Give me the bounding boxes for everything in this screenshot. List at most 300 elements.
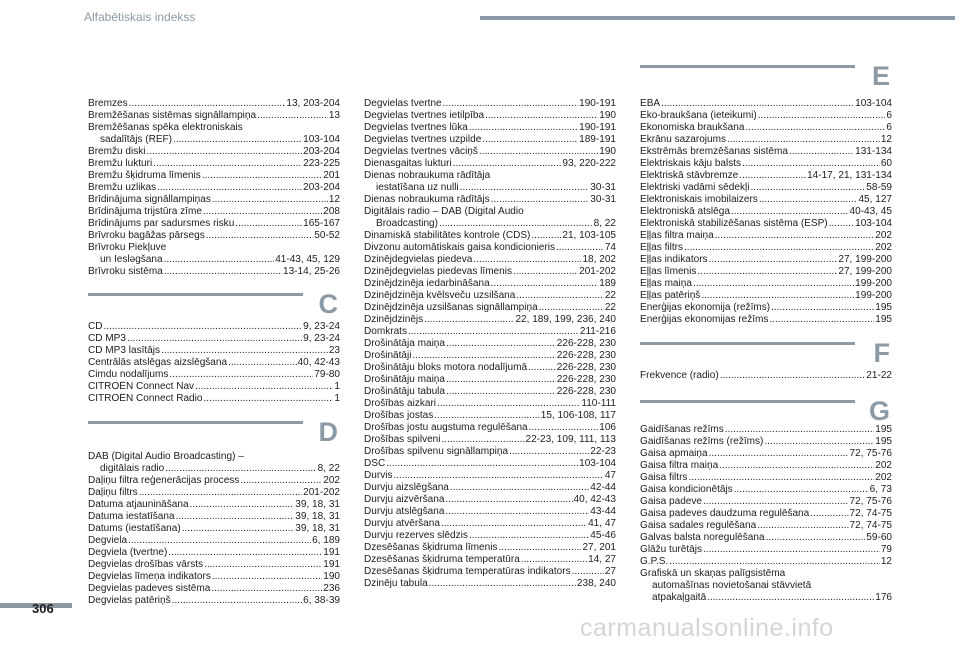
index-entry (364, 230, 616, 242)
dot-leader (469, 122, 578, 134)
entry-term: Elektroniskā stabilizēšanas sistēma (ESP) (640, 218, 828, 229)
dot-leader (482, 134, 578, 146)
index-entry (640, 436, 892, 448)
index-entry (364, 434, 616, 446)
entry-term: Eļļas patēriņš (640, 290, 701, 301)
entry-page-ref: 8, 22 (317, 463, 340, 474)
dot-leader (485, 110, 598, 122)
dot-leader (204, 559, 322, 571)
entry-term: Ekstrēmās bremzēšanas sistēma (640, 146, 788, 157)
entry-term: Drošinātāju bloks motora nodalījumā (364, 362, 528, 373)
index-entry (364, 206, 616, 230)
dot-leader (669, 556, 880, 568)
entry-page-ref: 13-14, 25-26 (283, 266, 340, 277)
entry-term: digitālais radio (100, 463, 165, 474)
dot-leader (703, 496, 849, 508)
entry-page-ref: 40-43, 45 (849, 206, 892, 217)
dot-leader (190, 499, 295, 511)
entry-page-ref: 79-80 (314, 369, 340, 380)
index-entry (88, 499, 340, 511)
index-entry (364, 446, 616, 458)
section-d-bar (88, 421, 303, 424)
entry-term: CD (88, 321, 103, 332)
dot-leader (412, 350, 555, 362)
index-entry (640, 254, 892, 266)
entry-term: Eļļas filtra maiņa (640, 230, 714, 241)
entry-term: Degvielas drošības vārsts (88, 559, 204, 570)
entry-term: CD MP3 (88, 333, 126, 344)
entry-term: Galvas balsta noregulēšana (640, 532, 765, 543)
dot-leader (228, 357, 296, 369)
index-entry (364, 410, 616, 422)
entry-term: Elektriski vadāmi sēdekļi (640, 182, 750, 193)
entry-page-ref: 27, 199-200 (838, 266, 892, 277)
entry-page-ref: 74 (604, 242, 616, 253)
index-entry (88, 487, 340, 499)
entry-term: Dienas nobraukuma rādītājs (364, 194, 490, 205)
dot-leader (393, 470, 603, 482)
entry-page-ref: 238, 240 (576, 578, 616, 589)
entry-page-ref: 203-204 (303, 146, 340, 157)
entry-page-ref: 176 (875, 592, 892, 603)
entry-page-ref: 27, 201 (582, 542, 616, 553)
index-entry (640, 146, 892, 158)
entry-term: Dzinējdzinējs (364, 314, 424, 325)
index-entry (88, 122, 340, 146)
entry-page-ref: 40, 42-43 (573, 494, 616, 505)
entry-term: Degvielas padeves sistēma (88, 583, 211, 594)
entry-term: Dienasgaitas lukturi (364, 158, 452, 169)
entry-term: Drošības spilvenu signāllampiņa (364, 446, 509, 457)
entry-page-ref: 21-22 (866, 370, 892, 381)
index-entry (88, 321, 340, 333)
dot-leader (684, 242, 874, 254)
entry-term: Dzesēšanas šķidruma līmenis (364, 542, 498, 553)
index-entry (88, 523, 340, 535)
dot-leader (727, 134, 880, 146)
entry-page-ref: 23 (328, 345, 340, 356)
index-entry (364, 170, 616, 194)
section-d-letter: D (318, 417, 338, 447)
entry-page-ref: 195 (875, 302, 892, 313)
index-entry (364, 422, 616, 434)
entry-term: Gaidīšanas režīms (640, 424, 724, 435)
entry-term: Brīvroku sistēma (88, 266, 163, 277)
section-e-header (640, 61, 892, 99)
index-column-3-g (640, 424, 892, 604)
entry-page-ref: 103-104 (855, 218, 892, 229)
index-entry (640, 206, 892, 218)
entry-page-ref: 201 (323, 170, 340, 181)
entry-page-ref: 199-200 (855, 278, 892, 289)
entry-term: Elektroniskais imobilaizers (640, 194, 758, 205)
index-entry (640, 556, 892, 568)
entry-term: Durvju aizslēgšana (364, 482, 449, 493)
entry-term: Durvis (364, 470, 393, 481)
entry-term: Gaisa padeves daudzuma regulēšana (640, 508, 810, 519)
entry-term: un Iesləgšana (100, 254, 163, 265)
entry-term: Dzesēšanas šķidruma temperatūras indikators (364, 566, 571, 577)
entry-term: Digitālais radio – DAB (Digital Audio (364, 206, 524, 217)
dot-leader (556, 242, 604, 254)
index-entry (364, 278, 616, 290)
dot-leader (661, 98, 854, 110)
dot-leader (157, 182, 302, 194)
entry-page-ref: 6, 73 (869, 484, 892, 495)
dot-leader (715, 230, 875, 242)
entry-page-ref: 40, 42-43 (297, 357, 340, 368)
dot-leader (212, 571, 322, 583)
entry-term: Ekonomiska braukšana (640, 122, 745, 133)
entry-term: Ekrānu sazarojums (640, 134, 726, 145)
dot-leader (437, 398, 580, 410)
entry-page-ref: 42-44 (590, 482, 616, 493)
entry-page-ref: 189-191 (579, 134, 616, 145)
dot-leader (707, 592, 874, 604)
index-entry (640, 218, 892, 230)
index-entry (364, 530, 616, 542)
index-entry (640, 98, 892, 110)
entry-page-ref: 8, 22 (593, 218, 616, 229)
entry-page-ref: 39, 18, 31 (295, 511, 340, 522)
entry-term: Brīvroku Piekļuve (88, 242, 167, 253)
watermark-text: carmanualsonline.info (580, 614, 834, 642)
index-entry (364, 482, 616, 494)
entry-term: Bremžu lukturi (88, 158, 153, 169)
index-entry (640, 532, 892, 544)
dot-leader (531, 230, 561, 242)
dot-leader (139, 487, 302, 499)
entry-page-ref: 39, 18, 31 (295, 499, 340, 510)
entry-term: Datuma atjaunināšana (88, 499, 189, 510)
dot-leader (529, 422, 599, 434)
entry-page-ref: 202 (875, 472, 892, 483)
dot-leader (719, 460, 874, 472)
entry-page-ref: 43-44 (590, 506, 616, 517)
dot-leader (164, 254, 275, 266)
entry-page-ref: 9, 23-24 (303, 333, 340, 344)
section-c-bar (88, 293, 303, 296)
index-column-3-f (640, 370, 892, 382)
dot-leader (165, 463, 316, 475)
dot-leader (434, 410, 540, 422)
dot-leader (443, 98, 579, 110)
entry-term: Degvielas patēriņš (88, 595, 171, 606)
dot-leader (147, 146, 303, 158)
entry-page-ref: 190 (323, 571, 340, 582)
index-entry (88, 369, 340, 381)
entry-term: Elektriskais kāju balsts (640, 158, 742, 169)
entry-term: Datuma iestatīšana (88, 511, 175, 522)
index-entry (640, 544, 892, 556)
entry-page-ref: 202 (875, 230, 892, 241)
index-entry (640, 122, 892, 134)
dot-leader (810, 508, 848, 520)
entry-term: Eko-braukšana (ieteikumi) (640, 110, 757, 121)
dot-leader (235, 218, 302, 230)
entry-term: Degviela (88, 535, 128, 546)
entry-page-ref: 60 (880, 158, 892, 169)
entry-page-ref: 45-46 (590, 530, 616, 541)
index-entry (88, 266, 340, 278)
entry-term: Daļiņu filtrs (88, 487, 138, 498)
entry-page-ref: 72, 74-75 (849, 508, 892, 519)
index-entry (364, 146, 616, 158)
entry-term: Domkrats (364, 326, 407, 337)
dot-leader (479, 146, 598, 158)
index-entry (640, 424, 892, 436)
entry-term: Gaisa sadales regulēšana (640, 520, 757, 531)
entry-page-ref: 226-228, 230 (556, 338, 616, 349)
index-entry (364, 194, 616, 206)
section-f-letter: F (873, 338, 890, 368)
index-entry (364, 254, 616, 266)
entry-term: Bremžu diski (88, 146, 146, 157)
dot-leader (195, 381, 333, 393)
entry-term: Eļļas maiņa (640, 278, 692, 289)
dot-leader (211, 583, 322, 595)
index-column-1-d (88, 451, 340, 607)
entry-term: Gaisa padeve (640, 496, 702, 507)
entry-page-ref: 6, 38-39 (303, 595, 340, 606)
dot-leader (766, 532, 866, 544)
entry-term: Enerģijas ekonomijas režīms (640, 314, 769, 325)
index-entry (88, 333, 340, 345)
entry-page-ref: 211-216 (579, 326, 616, 337)
index-entry (88, 158, 340, 170)
entry-page-ref: 6, 189 (312, 535, 340, 546)
entry-page-ref: 110-111 (581, 398, 616, 409)
entry-term: Divzonu automātiskais gaisa kondicionieris (364, 242, 555, 253)
entry-term: Brīdinājuma signāllampiņas (88, 194, 211, 205)
entry-term: Drošinātāji (364, 350, 412, 361)
index-entry (640, 370, 892, 382)
dot-leader (769, 314, 874, 326)
entry-term: Bremžu šķidruma līmenis (88, 170, 201, 181)
dot-leader (169, 369, 313, 381)
index-entry (88, 595, 340, 607)
index-entry (364, 350, 616, 362)
section-d-header (88, 417, 340, 455)
entry-term: Broadcasting) (376, 218, 438, 229)
index-entry (88, 559, 340, 571)
index-entry (640, 314, 892, 326)
entry-page-ref: 41-43, 45, 129 (275, 254, 340, 265)
dot-leader (498, 542, 581, 554)
index-entry (88, 357, 340, 369)
entry-page-ref: 14, 27 (588, 554, 616, 565)
entry-page-ref: 1 (334, 381, 340, 392)
entry-term: Dzinējdzinēja iedarbināšana (364, 278, 490, 289)
index-entry (364, 242, 616, 254)
dot-leader (789, 146, 854, 158)
entry-term: Brīdinājums par sadursmes risku (88, 218, 235, 229)
index-entry (88, 583, 340, 595)
index-entry (640, 158, 892, 170)
dot-leader (539, 302, 604, 314)
entry-page-ref: 12 (328, 194, 340, 205)
dot-leader (439, 218, 593, 230)
index-entry (364, 578, 616, 590)
index-entry (364, 542, 616, 554)
entry-page-ref: 6 (886, 110, 892, 121)
dot-leader (168, 547, 322, 559)
index-entry (640, 472, 892, 484)
entry-term: DSC (364, 458, 386, 469)
index-entry (364, 110, 616, 122)
entry-term: Durvju atvēršana (364, 518, 440, 529)
index-entry (88, 206, 340, 218)
index-entry (88, 110, 340, 122)
entry-page-ref: 202 (875, 460, 892, 471)
index-entry (640, 290, 892, 302)
entry-term: DAB (Digital Audio Broadcasting) – (88, 451, 244, 462)
index-entry (88, 218, 340, 230)
entry-page-ref: 21, 103-105 (562, 230, 616, 241)
dot-leader (212, 194, 328, 206)
entry-page-ref: 13 (328, 110, 340, 121)
index-entry (640, 242, 892, 254)
dot-leader (424, 314, 514, 326)
entry-page-ref: 223-225 (303, 158, 340, 169)
index-entry (640, 266, 892, 278)
entry-page-ref: 191 (323, 559, 340, 570)
entry-term: Dinamiskā stabilitātes kontrole (CDS) (364, 230, 531, 241)
dot-leader (173, 134, 302, 146)
index-entry (88, 170, 340, 182)
dot-leader (764, 436, 874, 448)
entry-page-ref: 199-200 (855, 290, 892, 301)
entry-page-ref: 15, 106-108, 117 (540, 410, 616, 421)
entry-term: Drošinātāju tabula (364, 386, 445, 397)
dot-leader (742, 158, 880, 170)
entry-page-ref: 202 (323, 475, 340, 486)
index-entry (88, 547, 340, 559)
entry-page-ref: 13, 203-204 (286, 98, 340, 109)
dot-leader (572, 566, 604, 578)
index-entry (364, 266, 616, 278)
entry-term: Dzinējdzinēja kvēlsveču uzsilšana (364, 290, 516, 301)
entry-term: Enerģijas ekonomija (režīms) (640, 302, 771, 313)
entry-page-ref: 30-31 (590, 194, 616, 205)
entry-term: Gaisa filtra maiņa (640, 460, 719, 471)
entry-term: Daļiņu filtra reģenerācijas process (88, 475, 240, 486)
dot-leader (176, 511, 295, 523)
entry-page-ref: 59-60 (866, 532, 892, 543)
entry-page-ref: 27, 199-200 (838, 254, 892, 265)
dot-leader (745, 122, 885, 134)
entry-term: G.P.S. (640, 556, 669, 567)
index-entry (640, 508, 892, 520)
entry-term: Glāžu turētājs (640, 544, 702, 555)
entry-page-ref: 131-134 (855, 146, 892, 157)
index-column-2 (364, 98, 616, 590)
entry-page-ref: 22-23 (590, 446, 616, 457)
entry-term: Degvielas tvertnes ietilpība (364, 110, 485, 121)
dot-leader (161, 345, 328, 357)
index-entry (88, 146, 340, 158)
entry-term: Durvju aizvēršana (364, 494, 445, 505)
entry-term: Degvielas līmeņa indikators (88, 571, 211, 582)
dot-leader (528, 362, 556, 374)
entry-page-ref: 190-191 (579, 98, 616, 109)
entry-page-ref: 27 (604, 566, 616, 577)
index-entry (640, 194, 892, 206)
entry-term: Eļļas līmenis (640, 266, 697, 277)
index-entry (364, 290, 616, 302)
dot-leader (164, 266, 282, 278)
entry-page-ref: 201-202 (303, 487, 340, 498)
entry-term: Bremžēšanas sistēmas signāllampiņa (88, 110, 257, 121)
index-entry (364, 566, 616, 578)
entry-page-ref: 226-228, 230 (556, 350, 616, 361)
dot-leader (441, 518, 587, 530)
entry-page-ref: 103-104 (855, 98, 892, 109)
dot-leader (771, 302, 874, 314)
index-entry (364, 122, 616, 134)
entry-page-ref: 191 (323, 547, 340, 558)
entry-page-ref: 208 (323, 206, 340, 217)
index-entry (640, 110, 892, 122)
entry-term: Frekvence (radio) (640, 370, 719, 381)
index-entry (364, 98, 616, 110)
dot-leader (491, 278, 599, 290)
dot-leader (697, 266, 837, 278)
index-entry (640, 496, 892, 508)
entry-term: Durvju atslēgšana (364, 506, 445, 517)
entry-page-ref: 103-104 (579, 458, 616, 469)
index-entry (640, 460, 892, 472)
entry-page-ref: 22 (604, 302, 616, 313)
entry-page-ref: 236 (323, 583, 340, 594)
dot-leader (442, 434, 525, 446)
entry-page-ref: 12 (880, 556, 892, 567)
dot-leader (446, 338, 556, 350)
dot-leader (153, 158, 302, 170)
entry-term: Centrālās atslēgas aizslēgšana (88, 357, 228, 368)
dot-leader (202, 170, 322, 182)
entry-term: iestatīšana uz nulli (376, 182, 459, 193)
entry-term: Bremžu uzlikas (88, 182, 157, 193)
section-g-bar (640, 400, 855, 403)
index-entry (364, 470, 616, 482)
index-entry (640, 278, 892, 290)
entry-page-ref: 190-191 (579, 122, 616, 133)
dot-leader (701, 290, 854, 302)
index-entry (364, 134, 616, 146)
entry-term: Dzinēju tabula (364, 578, 428, 589)
entry-term: sadalītājs (REF) (100, 134, 173, 145)
dot-leader (725, 424, 874, 436)
entry-page-ref: 195 (875, 424, 892, 435)
dot-leader (750, 182, 865, 194)
entry-page-ref: 226-228, 230 (556, 362, 616, 373)
entry-page-ref: 72, 74-75 (849, 520, 892, 531)
index-entry (640, 520, 892, 532)
section-c-letter: C (318, 289, 338, 319)
index-column-1-c (88, 321, 340, 405)
index-entry (364, 506, 616, 518)
index-entry (640, 170, 892, 182)
entry-term: Gaidīšanas režīms (režīms) (640, 436, 764, 447)
entry-page-ref: 106 (599, 422, 616, 433)
index-entry (640, 448, 892, 460)
dot-leader (104, 321, 303, 333)
index-entry (640, 484, 892, 496)
entry-page-ref: 165-167 (303, 218, 340, 229)
index-entry (88, 98, 340, 110)
entry-page-ref: 6 (886, 122, 892, 133)
